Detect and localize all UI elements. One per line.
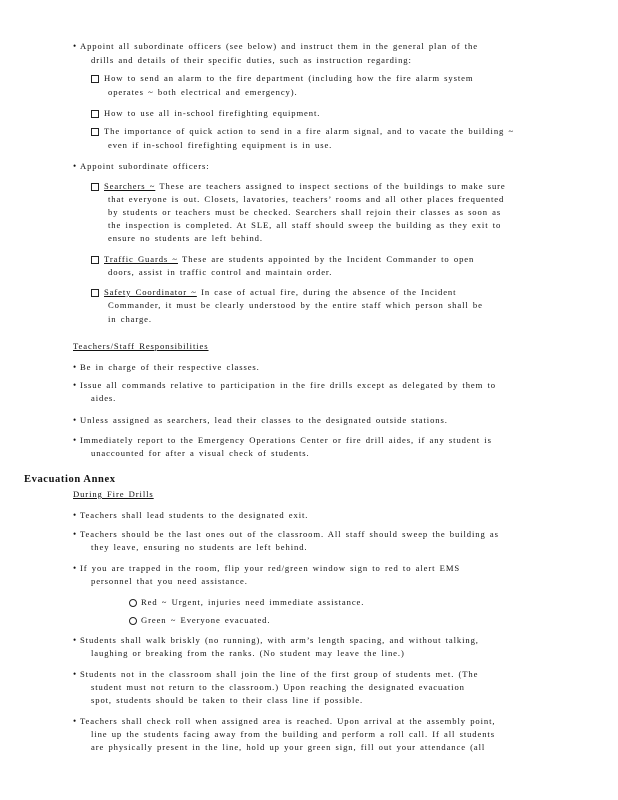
section-heading: During Fire Drills: [73, 489, 154, 499]
paragraph-line: [104, 253, 474, 266]
bullet: •: [73, 161, 77, 171]
bullet: •: [73, 435, 77, 445]
bullet: •: [73, 669, 77, 679]
paragraph-line: Appoint all subordinate officers (see below) and instruct them in the general plan of the: [80, 41, 478, 51]
bullet: •: [73, 510, 77, 520]
paragraph-line: spot, students should be taken to their class line if possible.: [91, 695, 364, 705]
circle-bullet-icon: [129, 599, 137, 607]
bullet: •: [73, 380, 77, 390]
paragraph-line: Appoint subordinate officers:: [80, 161, 210, 171]
paragraph-line: Teachers shall check roll when assigned area is reached. Upon arrival at the assembly point,: [80, 716, 496, 726]
searchers-text: These are teachers assigned to inspect sections of the buildings to make sure: [155, 181, 506, 191]
paragraph-line: student must not return to the classroom.) Upon reaching the designated evacuation: [91, 682, 465, 692]
paragraph-line: Teachers shall lead students to the designated exit.: [80, 510, 309, 520]
paragraph-line: Students not in the classroom shall join the line of the first group of students met. (The: [80, 669, 479, 679]
paragraph-line: Green ~ Everyone evacuated.: [141, 615, 271, 625]
safety-text: In case of actual fire, during the absence of the Incident: [196, 287, 457, 297]
paragraph-line: personnel that you need assistance.: [91, 576, 248, 586]
paragraph-line: How to use all in-school firefighting equipment.: [104, 108, 321, 118]
paragraph-line: The importance of quick action to send in a fire alarm signal, and to vacate the building ~: [104, 126, 515, 136]
checkbox-icon: [91, 256, 99, 264]
bullet: •: [73, 635, 77, 645]
paragraph-line: [104, 286, 456, 299]
paragraph-line: they leave, ensuring no students are left behind.: [91, 542, 308, 552]
paragraph-line: doors, assist in traffic control and maintain order.: [108, 267, 333, 277]
annex-heading: Evacuation Annex: [24, 474, 116, 485]
paragraph-line: Commander, it must be clearly understood by the entire staff which person shall be: [108, 300, 483, 310]
paragraph-line: are physically present in the line, hold up your green sign, fill out your attendance (all: [91, 742, 486, 752]
paragraph-line: unaccounted for after a visual check of students.: [91, 448, 310, 458]
searchers-label: Searchers ~: [104, 181, 156, 191]
bullet: •: [73, 716, 77, 726]
paragraph-line: If you are trapped in the room, flip your red/green window sign to red to alert EMS: [80, 563, 461, 573]
paragraph-line: Issue all commands relative to participation in the fire drills except as delegated by them to: [80, 380, 496, 390]
bullet: •: [73, 563, 77, 573]
bullet: •: [73, 41, 77, 51]
paragraph-line: even if in-school firefighting equipment is in use.: [108, 140, 333, 150]
checkbox-icon: [91, 289, 99, 297]
safety-coordinator-label: Safety Coordinator ~: [104, 287, 197, 297]
paragraph-line: that everyone is out. Closets, lavatories, teachers’ rooms and all other places frequented: [108, 194, 505, 204]
checkbox-icon: [91, 110, 99, 118]
checkbox-icon: [91, 75, 99, 83]
paragraph-line: ensure no students are left behind.: [108, 233, 263, 243]
traffic-text: These are students appointed by the Incident Commander to open: [177, 254, 475, 264]
paragraph-line: Teachers should be the last ones out of the classroom. All staff should sweep the building as: [80, 529, 499, 539]
paragraph-line: Unless assigned as searchers, lead their classes to the designated outside stations.: [80, 415, 448, 425]
paragraph-line: Immediately report to the Emergency Operations Center or fire drill aides, if any student is: [80, 435, 492, 445]
paragraph-line: How to send an alarm to the fire department (including how the fire alarm system: [104, 73, 474, 83]
checkbox-icon: [91, 128, 99, 136]
paragraph-line: Students shall walk briskly (no running), with arm’s length spacing, and without talking,: [80, 635, 479, 645]
checkbox-icon: [91, 183, 99, 191]
paragraph-line: drills and details of their specific duties, such as instruction regarding:: [91, 55, 412, 65]
bullet: •: [73, 362, 77, 372]
paragraph-line: operates ~ both electrical and emergency).: [108, 87, 298, 97]
circle-bullet-icon: [129, 617, 137, 625]
paragraph-line: line up the students facing away from the building and perform a roll call. If all students: [91, 729, 495, 739]
paragraph-line: Red ~ Urgent, injuries need immediate assistance.: [141, 597, 365, 607]
paragraph-line: laughing or breaking from the ranks. (No student may leave the line.): [91, 648, 405, 658]
paragraph-line: in charge.: [108, 314, 152, 324]
paragraph-line: by students or teachers must be checked. Searchers shall rejoin their classes as soon as: [108, 207, 502, 217]
traffic-guards-label: Traffic Guards ~: [104, 254, 178, 264]
bullet: •: [73, 529, 77, 539]
paragraph-line: Be in charge of their respective classes.: [80, 362, 260, 372]
bullet: •: [73, 415, 77, 425]
paragraph-line: [104, 180, 506, 193]
paragraph-line: aides.: [91, 393, 117, 403]
paragraph-line: the inspection is completed. At SLE, all staff should sweep the building as they exit to: [108, 220, 502, 230]
section-heading: Teachers/Staff Responsibilities: [73, 341, 209, 351]
